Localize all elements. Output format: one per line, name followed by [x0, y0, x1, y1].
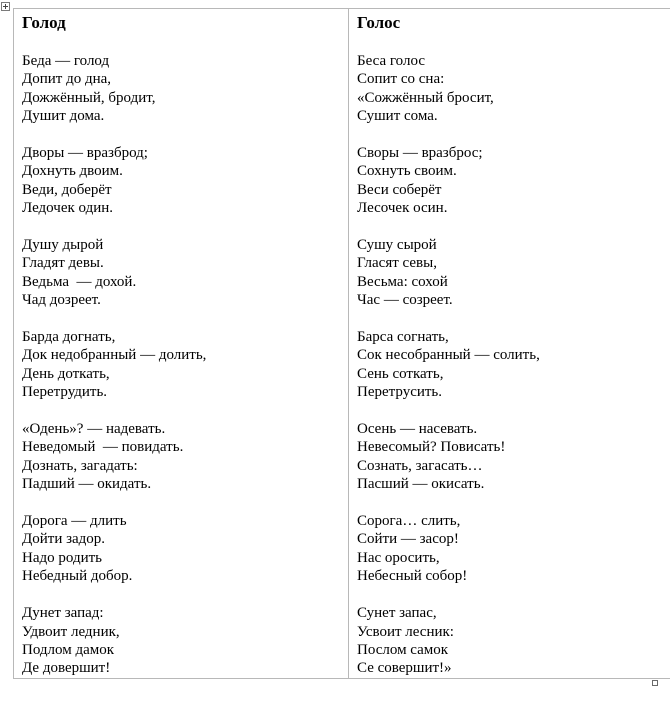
- poem-title-left: Голод: [22, 13, 66, 32]
- poem-line: Падший — окидать.: [22, 476, 152, 493]
- stanza: [22, 512, 340, 586]
- poem-line: Душу дырой: [22, 237, 104, 254]
- stanza: [357, 52, 670, 126]
- poem-line: Час — созреет.: [357, 292, 453, 309]
- stanza: [357, 604, 670, 678]
- poem-line: Дорога — длить: [22, 513, 127, 530]
- poem-line: Сознать, загасать…: [357, 457, 483, 474]
- poem-line: Веди, доберёт: [22, 181, 112, 198]
- poem-line: День доткать,: [22, 365, 110, 382]
- poem-line: Лесочек осин.: [357, 200, 448, 217]
- poem-line: Сорога… слить,: [357, 513, 461, 530]
- poem-line: Сушу сырой: [357, 237, 437, 254]
- poem-line: Сень соткать,: [357, 365, 444, 382]
- stanza: [357, 512, 670, 586]
- poem-body-right: [357, 52, 670, 678]
- poem-title-right: Голос: [357, 13, 401, 32]
- poem-line: Беда — голод: [22, 53, 110, 69]
- poem-line: Барда догнать,: [22, 329, 116, 346]
- poem-line: Барса согнать,: [357, 329, 449, 346]
- poem-line: Се совершит!»: [357, 660, 452, 677]
- stanza: [357, 236, 670, 310]
- poem-line: Душит дома.: [22, 108, 105, 125]
- poem-line: Дойти задор.: [22, 531, 106, 548]
- stanza: [22, 328, 340, 402]
- table-move-handle-icon[interactable]: [1, 2, 10, 11]
- poem-line: Док недобранный — долить,: [22, 347, 207, 364]
- poem-line: Невесомый? Повисать!: [357, 439, 506, 456]
- poem-line: Сушит сома.: [357, 108, 438, 125]
- poem-line: Небесный собор!: [357, 568, 468, 585]
- table-row: [14, 9, 670, 679]
- poem-line: Пасший — окисать.: [357, 476, 485, 493]
- poem-line: Нас оросить,: [357, 549, 440, 566]
- poem-line: Сунет запас,: [357, 605, 437, 622]
- poem-line: Подлом дамок: [22, 641, 115, 658]
- stanza: [22, 420, 340, 494]
- poem-line: Ведьма — дохой.: [22, 273, 137, 290]
- poem-line: Гладят девы.: [22, 255, 104, 272]
- poem-line: Надо родить: [22, 549, 102, 566]
- poem-line: Дунет запад:: [22, 605, 104, 622]
- poem-line: Допит до дна,: [22, 71, 112, 88]
- poem-table: [13, 8, 670, 679]
- poem-line: Дожжённый, бродит,: [22, 89, 156, 106]
- poem-line: Чад дозреет.: [22, 292, 101, 309]
- poem-line: «Сожжённый бросит,: [357, 89, 494, 106]
- poem-line: Весьма: сохой: [357, 273, 448, 290]
- poem-body-left: [22, 52, 340, 678]
- poem-line: Дознать, загадать:: [22, 457, 138, 474]
- stanza: [22, 52, 340, 126]
- poem-line: Удвоит ледник,: [22, 623, 120, 640]
- poem-line: Неведомый — повидать.: [22, 439, 184, 456]
- poem-line: Осень — насевать.: [357, 421, 478, 438]
- poem-line: Ледочек один.: [22, 200, 114, 217]
- poem-line: Сохнуть своим.: [357, 163, 457, 180]
- stanza: [22, 144, 340, 218]
- stanza: [357, 328, 670, 402]
- poem-line: Своры — вразброс;: [357, 145, 483, 162]
- table-resize-handle-icon[interactable]: [652, 680, 658, 686]
- stanza: [22, 236, 340, 310]
- poem-line: Перетрусить.: [357, 384, 443, 401]
- poem-line: Дохнуть двоим.: [22, 163, 123, 180]
- poem-line: Перетрудить.: [22, 384, 108, 401]
- poem-line: Послом самок: [357, 641, 449, 658]
- poem-line: Сок несобранный — солить,: [357, 347, 540, 364]
- poem-line: Беса голос: [357, 53, 425, 69]
- poem-cell-right[interactable]: [349, 9, 670, 679]
- stanza: [22, 604, 340, 678]
- stanza: [357, 144, 670, 218]
- poem-cell-left[interactable]: [14, 9, 349, 679]
- poem-line: Веси соберёт: [357, 181, 442, 198]
- poem-line: Дворы — вразброд;: [22, 145, 148, 162]
- stanza: [357, 420, 670, 494]
- poem-line: Небедный добор.: [22, 568, 133, 585]
- poem-line: Сопит со сна:: [357, 71, 445, 88]
- poem-line: «Одень»? — надевать.: [22, 421, 166, 438]
- poem-line: Сойти — засор!: [357, 531, 459, 548]
- poem-line: Гласят севы,: [357, 255, 437, 272]
- poem-line: Де довершит!: [22, 660, 111, 677]
- poem-line: Усвоит лесник:: [357, 623, 454, 640]
